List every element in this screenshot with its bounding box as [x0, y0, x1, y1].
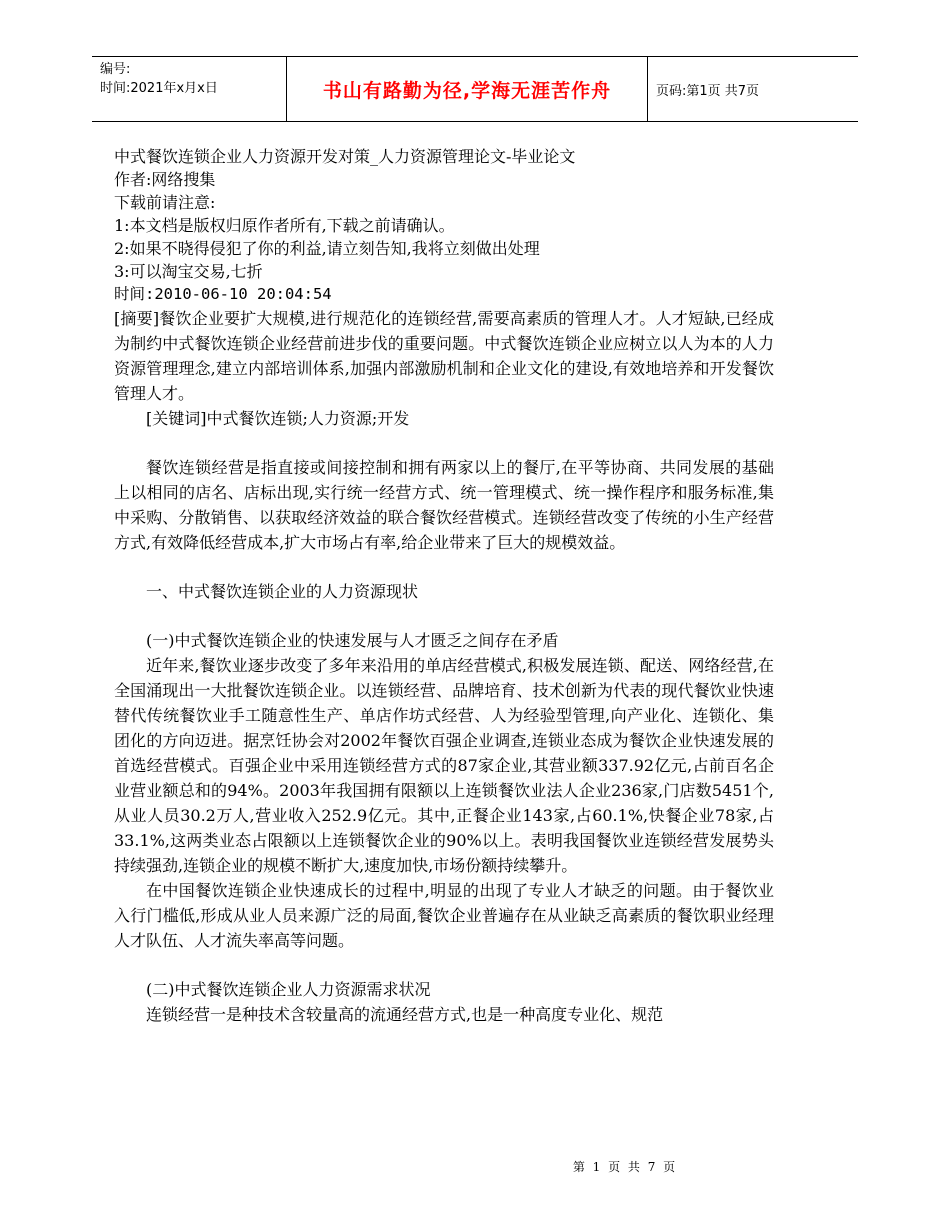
footer-page-number: 第 1 页 共 7 页 [572, 1160, 678, 1174]
subsection-heading-2: (二)中式餐饮连锁企业人力资源需求状况 [146, 980, 431, 999]
notice-item-2: 2:如果不晓得侵犯了你的利益,请立刻告知,我将立刻做出处理 [114, 239, 540, 258]
time-label: 时间:2021年x月x日 [100, 81, 218, 96]
notice-title: 下载前请注意: [114, 193, 216, 212]
page-header [92, 56, 858, 122]
keywords: [关键词]中式餐饮连锁;人力资源;开发 [146, 409, 410, 428]
document-body [114, 145, 774, 1027]
number-label: 编号: [100, 62, 131, 77]
doc-author: 作者:网络搜集 [114, 170, 216, 189]
subsection-heading-1: (一)中式餐饮连锁企业的快速发展与人才匮乏之间存在矛盾 [146, 631, 559, 650]
page-footer [0, 1158, 950, 1175]
paragraph-2: 在中国餐饮连锁企业快速成长的过程中,明显的出现了专业人才缺乏的问题。由于餐饮业入行门槛低,形成从业人员来源广泛的局面,餐饮企业普遍存在从业缺乏高素质的餐饮职业经理人才队伍、人才流失率高等问题。 [114, 881, 774, 950]
header-motto: 书山有路勤为径,学海无涯苦作舟 [286, 57, 648, 121]
notice-item-1: 1:本文档是版权归原作者所有,下载之前请确认。 [114, 216, 455, 235]
doc-time: 时间:2010-06-10 20:04:54 [114, 285, 332, 303]
paragraph-3: 连锁经营一是种技术含较量高的流通经营方式,也是一种高度专业化、规范 [146, 1005, 664, 1024]
header-page-label: 页码:第1页 共7页 [656, 83, 760, 99]
paragraph-1: 近年来,餐饮业逐步改变了多年来沿用的单店经营模式,积极发展连锁、配送、网络经营,在全国涌现出一大批餐饮连锁企业。以连锁经营、品牌培育、技术创新为代表的现代餐饮业快速替代传统餐饮业手工随意性生产、单店作坊式经营、人为经验型管理,向产业化、连锁化、集团化的方向迈进。据烹饪协会对2002年餐饮百强企业调查,连锁业态成为餐饮企业快速发展的首选经营模式。百强企业中采用连锁经营方式的87家企业,其营业额337.92亿元,占前百名企业营业额总和的94%。2003年我国拥有限额以上连锁餐饮业法人企业236家,门店数5451个,从业人员30.2万人,营业收入252.9亿元。其中,正餐企业143家,占60.1%,快餐企业78家,占33.1%,这两类业态占限额以上连锁餐饮企业的90%以上。表明我国餐饮业连锁经营发展势头持续强劲,连锁企业的规模不断扩大,速度加快,市场份额持续攀升。 [114, 656, 774, 875]
doc-title: 中式餐饮连锁企业人力资源开发对策_人力资源管理论文-毕业论文 [114, 147, 576, 166]
notice-item-3: 3:可以淘宝交易,七折 [114, 262, 263, 281]
header-meta [92, 57, 286, 121]
section-heading-1: 一、中式餐饮连锁企业的人力资源现状 [146, 582, 419, 601]
abstract: [摘要]餐饮企业要扩大规模,进行规范化的连锁经营,需要高素质的管理人才。人才短缺,已经成为制约中式餐饮连锁企业经营前进步伐的重要问题。中式餐饮连锁企业应树立以人为本的人力资源管理理念,建立内部培训体系,加强内部激励机制和企业文化的建设,有效地培养和开发餐饮管理人才。 [114, 309, 774, 403]
intro-paragraph: 餐饮连锁经营是指直接或间接控制和拥有两家以上的餐厅,在平等协商、共同发展的基础上以相同的店名、店标出现,实行统一经营方式、统一管理模式、统一操作程序和服务标准,集中采购、分散销售、以获取经济效益的联合餐饮经营模式。连锁经营改变了传统的小生产经营方式,有效降低经营成本,扩大市场占有率,给企业带来了巨大的规模效益。 [114, 458, 774, 552]
